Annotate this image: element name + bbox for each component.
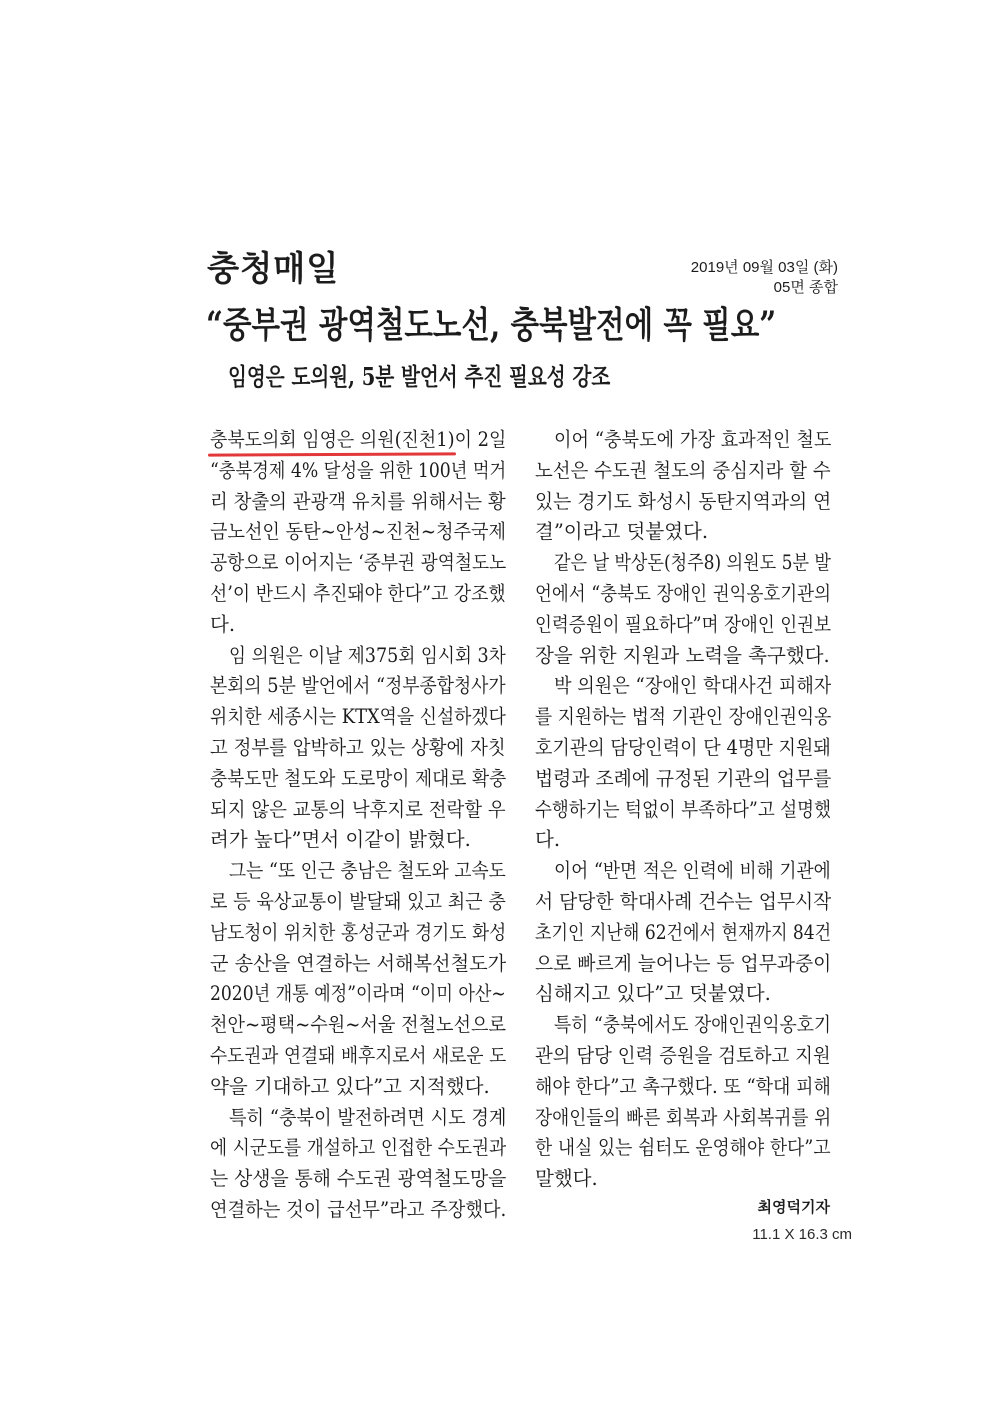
article-line-text: 있는 경기도 화성시 동탄지역과의 연 (535, 489, 831, 513)
right-column-line (535, 949, 831, 980)
right-column-line (535, 825, 831, 856)
left-column-line (210, 918, 506, 949)
article-line-text: 특히 “충북에서도 장애인권익옹호기 (554, 1013, 831, 1037)
article-line-text: 해야 한다”고 촉구했다. 또 “학대 피해 (535, 1074, 831, 1098)
article-line-text: 를 지원하는 법적 기관인 장애인권익옹 (535, 705, 831, 729)
left-column-line (210, 949, 506, 980)
left-column-line (210, 641, 506, 672)
right-column-line (535, 1133, 831, 1164)
article-line-text: 리 창출의 관광객 유치를 위해서는 황 (210, 489, 506, 513)
article-line-text: 장애인들의 빠른 회복과 사회복귀를 위 (535, 1105, 831, 1129)
article-line-text: 려가 높다”면서 이같이 밝혔다. (210, 828, 471, 852)
left-column-line (210, 1195, 506, 1226)
article-line-text: 위치한 세종시는 KTX역을 신설하겠다 (210, 705, 506, 729)
article-left-column (210, 425, 506, 1226)
article-line-text: 는 상생을 통해 수도권 광역철도망을 (210, 1167, 506, 1191)
reporter-byline: 최영덕기자 (757, 1198, 830, 1216)
article-line-text: 에 시군도를 개설하고 인접한 수도권과 (210, 1136, 506, 1160)
article-line-text: 군 송산을 연결하는 서해복선철도가 (210, 951, 506, 975)
right-column-line (535, 487, 831, 518)
left-column-line (210, 764, 506, 795)
left-column-line (210, 733, 506, 764)
right-column-line (535, 641, 831, 672)
article-line-text: 노선은 수도권 철도의 중심지라 할 수 (535, 458, 831, 482)
article-line-text: 선’이 반드시 추진돼야 한다”고 강조했 (210, 581, 506, 605)
right-column-line (535, 456, 831, 487)
left-column-line (210, 1041, 506, 1072)
article-line-text: 결”이라고 덧붙였다. (535, 520, 709, 544)
right-column-line (535, 579, 831, 610)
article-line-text: 수도권과 연결돼 배후지로서 새로운 도 (210, 1043, 506, 1067)
article-line-text: “충북경제 4% 달성을 위한 100년 먹거 (210, 458, 506, 482)
publication-date: 2019년 09월 03일 (화) (690, 259, 838, 276)
left-column-line (210, 795, 506, 826)
article-line-text: 호기관의 담당인력이 단 4명만 지원돼 (535, 735, 831, 759)
article-line-text: 2020년 개통 예정”이라며 “이미 아산~ (210, 982, 506, 1006)
article-line-text: 수행하기는 턱없이 부족하다”고 설명했 (535, 797, 831, 821)
left-column-line (210, 610, 506, 641)
left-column-line (210, 825, 506, 856)
page-section: 05면 종합 (773, 279, 838, 296)
left-column-line (210, 887, 506, 918)
article-line-text: 장을 위한 지원과 노력을 촉구했다. (535, 643, 830, 667)
article-line-text: 임 의원은 이날 제375회 임시회 3차 (229, 643, 506, 667)
article-line-text: 으로 빠르게 늘어나는 등 업무과중이 (535, 951, 831, 975)
right-column-line (535, 1164, 831, 1195)
left-column-line (210, 1164, 506, 1195)
article-line-text: 법령과 조례에 규정된 기관의 업무를 (535, 766, 831, 790)
right-column-line (535, 918, 831, 949)
article-line-text: 연결하는 것이 급선무”라고 주장했다. (210, 1197, 506, 1221)
clipping-size-label: 11.1 X 16.3 cm (752, 1226, 852, 1243)
right-column-line (535, 517, 831, 548)
article-line-text: 약을 기대하고 있다”고 지적했다. (210, 1074, 490, 1098)
right-column-line (535, 764, 831, 795)
left-column-line (210, 1072, 506, 1103)
article-line-text: 박 의원은 “장애인 학대사건 피해자 (554, 674, 831, 698)
article-line-text: 되지 않은 교통의 낙후지로 전락할 우 (210, 797, 506, 821)
left-column-line (210, 487, 506, 518)
left-column-line (210, 456, 506, 487)
article-line-text: 말했다. (535, 1167, 598, 1191)
article-line-text: 이어 “반면 적은 인력에 비해 기관에 (554, 859, 831, 883)
article-line-text: 남도청이 위치한 홍성군과 경기도 화성 (210, 920, 506, 944)
right-column-line (535, 702, 831, 733)
article-line-text: 이어 “충북도에 가장 효과적인 철도 (554, 428, 831, 451)
article-line-text: 특히 “충북이 발전하려면 시도 경계 (229, 1105, 506, 1129)
right-column-line (535, 733, 831, 764)
left-column-line (210, 517, 506, 548)
left-column-line (210, 1103, 506, 1134)
headline: “중부권 광역철도노선, 충북발전에 꼭 필요” (206, 304, 777, 346)
newspaper-name-logo: 충청매일 (207, 249, 340, 289)
right-column-line (535, 795, 831, 826)
article-line-text: 금노선인 동탄~안성~진천~청주국제 (210, 520, 506, 544)
article-line-text: 심해지고 있다”고 덧붙였다. (535, 982, 771, 1006)
article-line-text: 초기인 지난해 62건에서 현재까지 84건 (535, 920, 831, 944)
left-column-line (210, 425, 506, 456)
article-line-text: 인력증원이 필요하다”며 장애인 인권보 (535, 612, 831, 636)
left-column-line (210, 671, 506, 702)
article-line-text: 다. (210, 612, 236, 636)
left-column-line (210, 548, 506, 579)
left-column-line (210, 1133, 506, 1164)
right-column-line (535, 610, 831, 641)
right-column-line (535, 856, 831, 887)
right-column-line (535, 979, 831, 1010)
right-column-line (535, 1041, 831, 1072)
left-column-line (210, 579, 506, 610)
right-column-line (535, 425, 831, 456)
article-line-text: 언에서 “충북도 장애인 권익옹호기관의 (535, 581, 831, 605)
subheadline: 임영은 도의원, 5분 발언서 추진 필요성 강조 (228, 362, 611, 391)
article-line-text: 관의 담당 인력 증원을 검토하고 지원 (535, 1043, 831, 1067)
right-column-line (535, 1072, 831, 1103)
left-column-line (210, 702, 506, 733)
right-column-line (535, 548, 831, 579)
article-right-column (535, 425, 831, 1195)
right-column-line (535, 671, 831, 702)
article-line-text: 충북도의회 임영은 의원(진천1)이 2일 (210, 428, 506, 451)
article-line-text: 한 내실 있는 쉼터도 운영해야 한다”고 (535, 1136, 831, 1160)
article-line-text: 공항으로 이어지는 ‘중부권 광역철도노 (210, 551, 506, 575)
article-line-text: 충북도만 철도와 도로망이 제대로 확충 (210, 766, 506, 790)
article-line-text: 천안~평택~수원~서울 전철노선으로 (210, 1013, 506, 1037)
article-line-text: 고 정부를 압박하고 있는 상황에 자칫 (210, 735, 506, 759)
article-line-text: 서 담당한 학대사례 건수는 업무시작 (535, 889, 831, 913)
right-column-line (535, 1010, 831, 1041)
left-column-line (210, 1010, 506, 1041)
left-column-line (210, 979, 506, 1010)
left-column-line (210, 856, 506, 887)
right-column-line (535, 887, 831, 918)
article-line-text: 같은 날 박상돈(청주8) 의원도 5분 발 (554, 551, 831, 575)
article-line-text: 다. (535, 828, 561, 852)
article-line-text: 그는 “또 인근 충남은 철도와 고속도 (229, 859, 506, 883)
article-line-text: 본회의 5분 발언에서 “정부종합청사가 (210, 674, 506, 698)
article-line-text: 로 등 육상교통이 발달돼 있고 최근 충 (210, 889, 506, 913)
right-column-line (535, 1103, 831, 1134)
